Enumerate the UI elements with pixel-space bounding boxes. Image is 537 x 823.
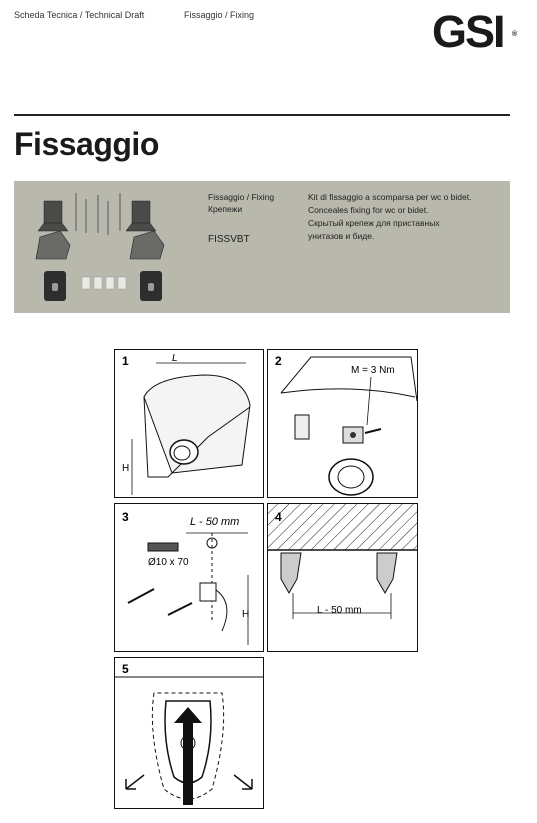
description-line-1: Kit di fissaggio a scomparsa per wc o bidet. <box>308 192 472 202</box>
step-4-label-l: L - 50 mm <box>317 605 362 616</box>
step-5-number: 5 <box>122 662 129 676</box>
step-1-panel <box>114 349 264 498</box>
step-3-label-l: L - 50 mm <box>190 516 240 528</box>
step-3-drill-label: Ø10 x 70 <box>148 557 189 568</box>
product-name: Fissaggio / Fixing <box>208 192 275 202</box>
step-3-panel <box>114 503 264 652</box>
step-2-panel <box>267 349 418 498</box>
step-3-number: 3 <box>122 510 129 524</box>
title-rule <box>14 114 510 116</box>
step-4-number: 4 <box>275 510 282 524</box>
step-1-number: 1 <box>122 354 129 368</box>
brand-logo <box>432 6 516 57</box>
step-4-panel <box>267 503 418 652</box>
step-1-label-h: H <box>122 463 130 474</box>
step-1-label-l: L <box>172 353 178 364</box>
product-name-ru: Крепежи <box>208 204 243 214</box>
document-type-label: Scheda Tecnica / Technical Draft <box>14 10 145 20</box>
description-line-3: Скрытый крепеж для приставных <box>308 218 440 228</box>
step-2-number: 2 <box>275 354 282 368</box>
description-line-2: Conceales fixing for wc or bidet. <box>308 205 429 215</box>
section-label: Fissaggio / Fixing <box>184 10 255 20</box>
logo-text: GSI <box>432 6 504 57</box>
product-band <box>14 181 510 313</box>
step-3-label-h: H <box>242 609 250 620</box>
product-code: FISSVBT <box>208 234 250 245</box>
registered-mark: ® <box>512 31 516 38</box>
page-title: Fissaggio <box>14 126 159 162</box>
step-5-panel <box>114 657 264 809</box>
step-2-torque-label: M = 3 Nm <box>351 365 395 376</box>
fixing-kit-illustration <box>24 185 184 309</box>
description-line-4: унитазов и биде. <box>308 231 375 241</box>
